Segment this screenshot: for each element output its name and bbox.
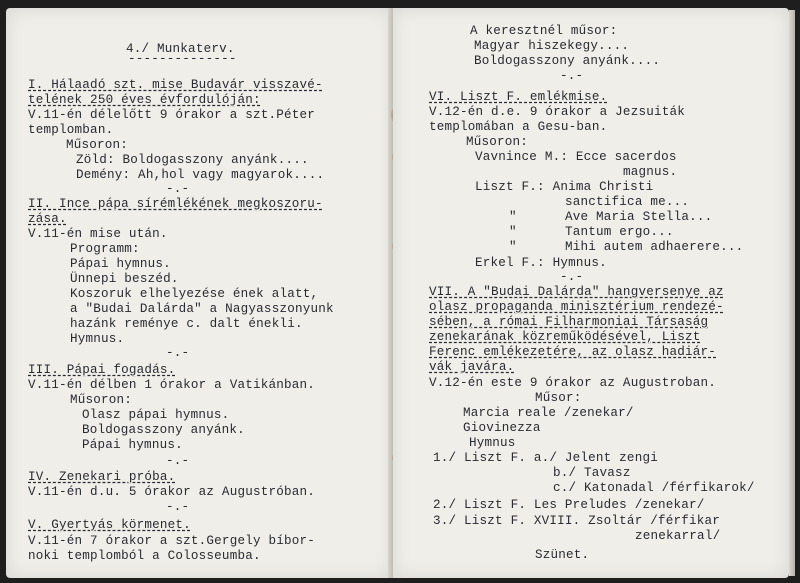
- text-line: V.11-én d.u. 5 órakor az Augustróban.: [28, 485, 316, 499]
- program-item: 2./ Liszt F. Les Preludes /zenekar/: [433, 498, 705, 512]
- text-line: V.11-én délben 1 órakor a Vatikánban.: [28, 378, 316, 392]
- program-item: Hymnus.: [70, 332, 125, 346]
- section-title-cont: zása.: [28, 212, 67, 226]
- separator: -.-: [560, 69, 584, 83]
- text-line: templomban.: [28, 123, 114, 137]
- text-line: V.12-én d.e. 9 órakor a Jezsuiták: [429, 105, 685, 119]
- program-item: Ünnepi beszéd.: [70, 272, 179, 286]
- program-item: Demény: Ah,hol vagy magyarok....: [76, 168, 325, 182]
- program-item: Koszoruk elhelyezése ének alatt,: [70, 287, 319, 301]
- text-line: V.11-én délelőtt 9 órakor a szt.Péter: [28, 108, 316, 122]
- section-title-cont: Ferenc emlékezetére, az olasz hadiár-: [429, 345, 717, 359]
- program-item: magnus.: [623, 165, 678, 179]
- program-item: zenekarral/: [635, 529, 721, 543]
- text-line: templomában a Gesu-ban.: [429, 120, 608, 134]
- program-item: Hymnus: [469, 436, 516, 450]
- program-item: Boldogasszony anyánk.: [82, 423, 245, 437]
- section-title: III. Pápai fogadás.: [28, 363, 176, 377]
- program-item: Magyar hiszekegy....: [474, 39, 630, 53]
- program-item: a "Budai Dalárda" a Nagyasszonyunk: [70, 302, 334, 316]
- separator: -.-: [166, 346, 190, 360]
- program-label: Műsor:: [535, 391, 582, 405]
- ditto-mark: ": [509, 240, 517, 254]
- page-edges: [789, 10, 795, 576]
- program-item: Giovinezza: [463, 421, 541, 435]
- program-item: Erkel F.: Hymnus.: [475, 256, 607, 270]
- text-line: A keresztnél műsor:: [470, 24, 618, 38]
- program-label: Műsoron:: [466, 135, 529, 149]
- separator: -.-: [166, 500, 190, 514]
- heading-rule: --------------: [128, 52, 237, 66]
- program-item: Pápai hymnus.: [70, 257, 171, 271]
- section-title-cont: telének 250 éves évfordulóján:: [28, 93, 261, 107]
- program-item: 1./ Liszt F. a./ Jelent zengi: [433, 451, 658, 465]
- program-item: Marcia reale /zenekar/: [463, 406, 634, 420]
- program-item: Tantum ergo...: [565, 225, 674, 239]
- left-page: [6, 8, 392, 578]
- section-title: I. Hálaadó szt. mise Budavár visszavé-: [28, 78, 323, 92]
- text-line: V.12-én este 9 órakor az Augustroban.: [429, 376, 717, 390]
- program-item: Olasz pápai hymnus.: [82, 408, 230, 422]
- program-item: 3./ Liszt F. XVIII. Zsoltár /férfikar: [433, 514, 721, 528]
- program-item: Pápai hymnus.: [82, 438, 183, 452]
- separator: -.-: [166, 182, 190, 196]
- ditto-mark: ": [509, 210, 517, 224]
- section-title-cont: olasz propaganda minisztérium rendezé-: [429, 300, 724, 314]
- program-item: Szünet.: [535, 548, 590, 562]
- program-item: sanctifica me...: [565, 195, 690, 209]
- ditto-mark: ": [509, 225, 517, 239]
- program-item: c./ Katonadal /férfikarok/: [553, 481, 755, 495]
- program-item: Liszt F.: Anima Christi: [475, 180, 654, 194]
- section-title-cont: sében, a római Filharmoniai Társaság: [429, 315, 709, 329]
- program-item: Boldogasszony anyánk....: [474, 54, 661, 68]
- right-page: [393, 8, 789, 578]
- section-title: VI. Liszt F. emlékmise.: [429, 90, 608, 104]
- section-title: VII. A "Budai Dalárda" hangversenye az: [429, 285, 724, 299]
- section-title-cont: vák javára.: [429, 360, 515, 374]
- separator: -.-: [560, 270, 584, 284]
- text-line: noki templomból a Colosseumba.: [28, 549, 261, 563]
- section-title-cont: zenekarának közreműködésével, Liszt: [429, 330, 701, 344]
- text-line: V.11-én mise után.: [28, 227, 168, 241]
- program-item: Vavnince M.: Ecce sacerdos: [475, 150, 677, 164]
- program-label: Műsoron:: [70, 393, 133, 407]
- section-title: V. Gyertyás körmenet.: [28, 518, 191, 532]
- program-item: hazánk reménye c. dalt énekli.: [70, 317, 303, 331]
- program-item: b./ Tavasz: [553, 466, 631, 480]
- program-item: Ave Maria Stella...: [565, 210, 713, 224]
- separator: -.-: [166, 454, 190, 468]
- program-label: Műsoron:: [66, 138, 129, 152]
- page-heading: 4./ Munkaterv.: [126, 42, 235, 56]
- section-title: II. Ince pápa sírémlékének megkoszoru-: [28, 197, 323, 211]
- program-label: Programm:: [70, 242, 140, 256]
- program-item: Zöld: Boldogasszony anyánk....: [76, 153, 309, 167]
- text-line: V.11-én 7 órakor a szt.Gergely bíbor-: [28, 534, 316, 548]
- program-item: Mihi autem adhaerere...: [565, 240, 744, 254]
- section-title: IV. Zenekari próba.: [28, 470, 176, 484]
